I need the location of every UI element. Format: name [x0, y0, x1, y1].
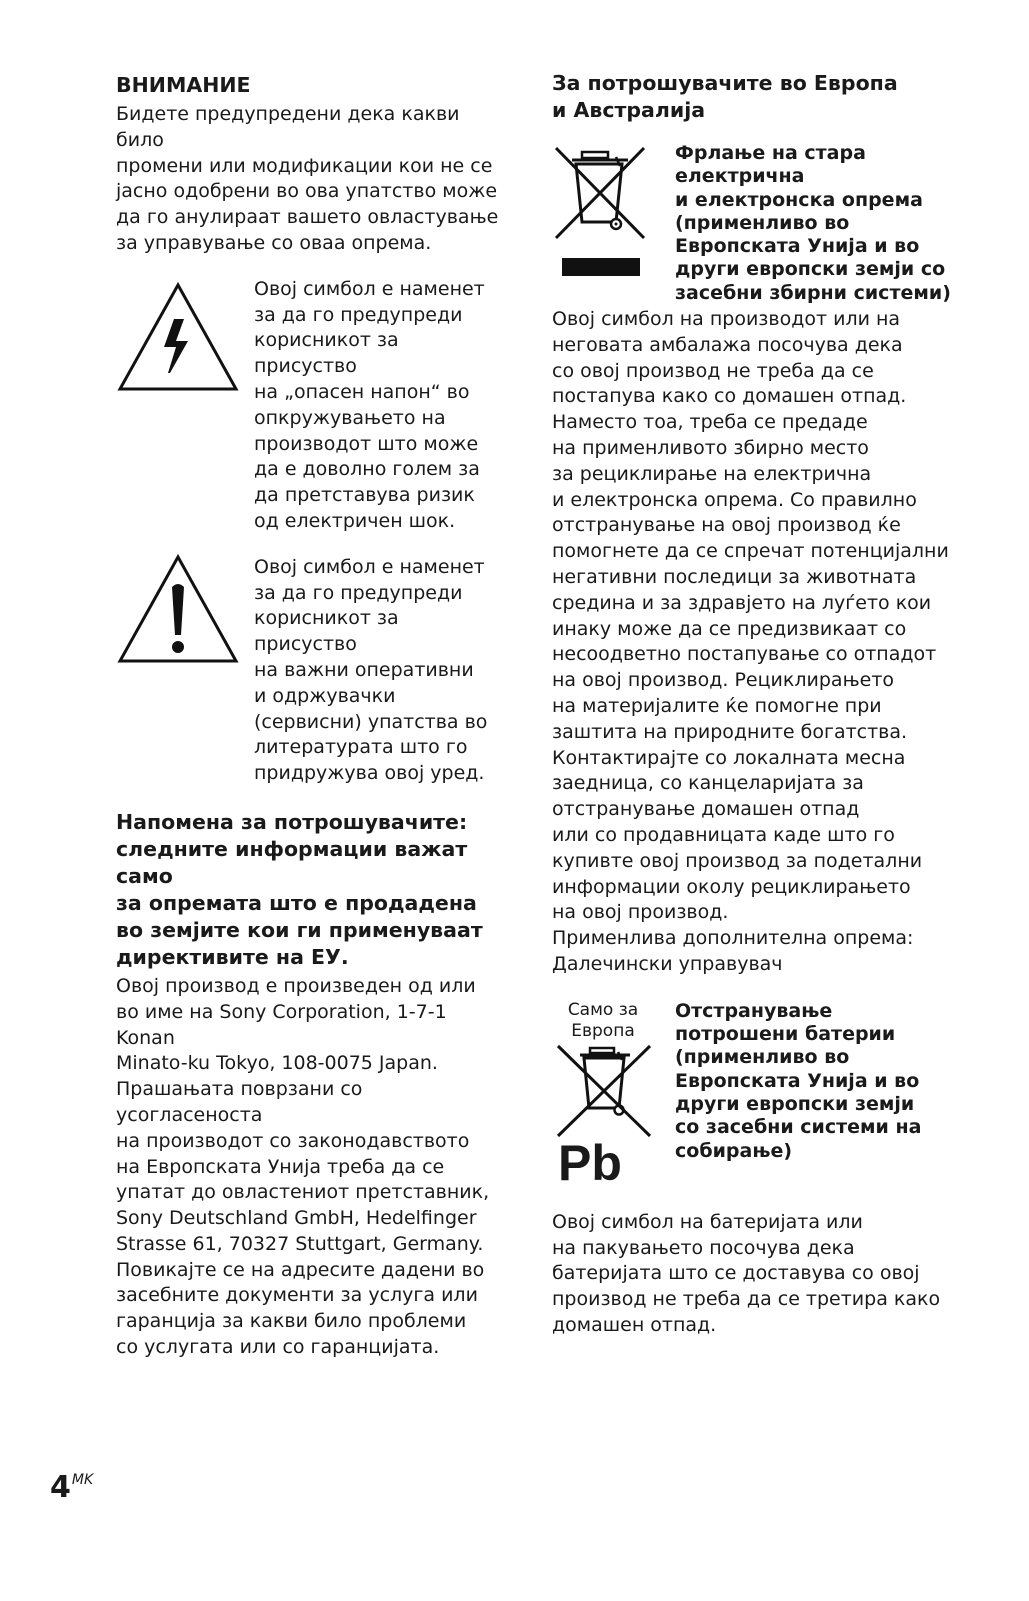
- exclamation-symbol-text: Овој симбол е наменет за да го предупреди корисникот за присуство на важни оперативни и одржувачки (сервисни) упатства во литературата што го придружува овој уред.: [254, 555, 488, 785]
- weee-text: Овој симбол на производот или на неговата амбалажа посочува дека со овој производ не треба да се постапува како со домашен отпад. Наместо тоа, треба се предаде на применливото збирно место за рециклирање на електрична и електронска опрема. Со правилно отстранување на овој производ ќе помогнете да се спречат потенцијални негативни последици за животната средина и за здравјето на луѓето кои инаку може да се предизвикаат со несоодветно постапување со отпадот на овој производ. Рециклирањето на материјалите ќе помогне при заштита на природните богатства. Контактирајте со локалната месна заедница, со канцеларијата за отстранување домашен отпад или со продавницата каде што го купивте овој производ за подетални информации околу рециклирањето на овој производ. Применлива дополнителна опрема: Далечински управувач: [552, 308, 949, 975]
- weee-heading: Фрлање на стара електрична и електронска опрема (применливо во Европската Унија и во други европски земји со засебни збирни системи): [675, 142, 951, 304]
- consumers-heading: За потрошувачите во Европа и Австралија: [552, 71, 898, 122]
- battery-text: Овој симбол на батеријата или на пакувањето посочува дека батеријата што се доставува со овој производ не треба да се третира како домашен отпад.: [552, 1210, 941, 1336]
- lightning-warning-icon: [116, 277, 254, 397]
- page-number: [50, 1470, 93, 1505]
- eu-only-label: Само за Европа: [567, 999, 639, 1041]
- page-number-value: 4: [50, 1470, 71, 1505]
- crossed-bin-icon: [552, 144, 675, 286]
- battery-bin-block: [552, 999, 675, 1191]
- caution-text: Бидете предупредени дека какви било промени или модификации кои не се јасно одобрени во ова упатство може да го анулираат вашето овластување за управување со оваа опрема.: [116, 103, 499, 254]
- lightning-symbol-row: [116, 277, 506, 535]
- exclamation-symbol-row: [116, 555, 506, 787]
- page-number-suffix: MK: [71, 1472, 94, 1488]
- left-column: [116, 70, 506, 1361]
- pb-label: Pb: [558, 1134, 622, 1191]
- notice-heading: Напомена за потрошувачите: следните информации важат само за опремата што е продадена во земјите кои ги применуваат директивите на ЕУ.: [116, 809, 483, 969]
- exclamation-warning-icon: [116, 555, 254, 669]
- crossed-bin-battery-icon: [552, 1042, 656, 1142]
- notice-text: Овој производ е произведен од или во име на Sony Corporation, 1-7-1 Konan Minato-ku Tokyo, 108-0075 Japan. Прашањата поврзани со усогласеноста на производот со законодавството на Европската Унија треба да се упатат до овластениот претставник, Sony Deutschland GmbH, Hedelfinger Strasse 61, 70327 Stuttgart, Germany. Повикајте се на адресите дадени во засебните документи за услуга или гаранција за какви било проблеми со услугата или со гаранцијата.: [116, 974, 490, 1359]
- battery-symbol-row: [552, 999, 952, 1191]
- weee-symbol-row: [552, 144, 952, 305]
- battery-heading: Отстранување потрошени батерии (применливо во Европската Унија и во други европски земји со засебни системи на собирање): [675, 999, 922, 1162]
- lightning-symbol-text: Овој симбол е наменет за да го предупреди корисникот за присуство на „опасен напон“ во опкружувањето на производот што може да е доволно голем за да претставува ризик од електричен шок.: [254, 277, 485, 532]
- caution-heading: ВНИМАНИЕ: [116, 73, 251, 97]
- right-column: [552, 70, 952, 1339]
